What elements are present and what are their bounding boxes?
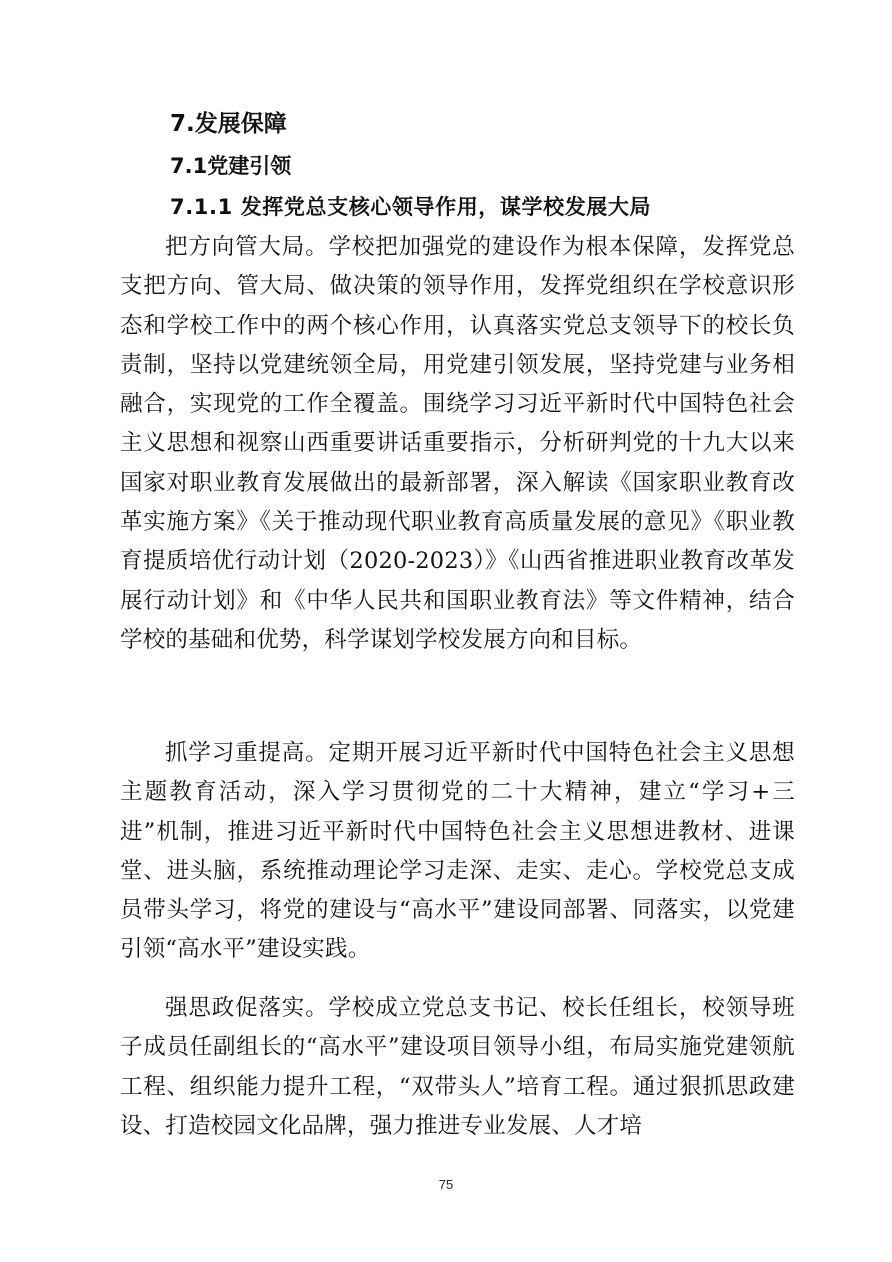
page-number: 75 xyxy=(438,1177,454,1192)
body-paragraph: 抓学习重提高。定期开展习近平新时代中国特色社会主义思想主题教育活动，深入学习贯彻党的二十大精神，建立“学习+三进”机制，推进习近平新时代中国特色社会主义思想进教材、进课堂、进头脑，系统推动理论学习走深、走实、走心。学校党总支成员带头学习，将党的建设与“高水平”建设同部署、同落实，以党建引领“高水平”建设实践。 xyxy=(120,740,795,963)
section-heading: 7.发展保障 xyxy=(170,111,287,137)
subsection-heading: 7.1党建引领 xyxy=(170,154,292,178)
body-paragraph: 把方向管大局。学校把加强党的建设作为根本保障，发挥党总支把方向、管大局、做决策的领导作用，发挥党组织在学校意识形态和学校工作中的两个核心作用，认真落实党总支领导下的校长负责制，坚持以党建统领全局，用党建引领发展，坚持党建与业务相融合，实现党的工作全覆盖。围绕学习习近平新时代中国特色社会主义思想和视察山西重要讲话重要指示，分析研判党的十九大以来国家对职业教育发展做出的最新部署，深入解读《国家职业教育改革实施方案》《关于推动现代职业教育高质量发展的意见》《职业教育提质培优行动计划（2020-2023）》《山西省推进职业教育改革发展行动计划》和《中华人民共和国职业教育法》等文件精神，结合学校的基础和优势，科学谋划学校发展方向和目标。 xyxy=(120,234,795,653)
body-paragraph: 强思政促落实。学校成立党总支书记、校长任组长，校领导班子成员任副组长的“高水平”建设项目领导小组，布局实施党建领航工程、组织能力提升工程，“双带头人”培育工程。通过狠抓思政建设、打造校园文化品牌，强力推进专业发展、人才培 xyxy=(120,995,795,1139)
subsubsection-heading: 7.1.1 发挥党总支核心领导作用，谋学校发展大局 xyxy=(170,195,652,219)
